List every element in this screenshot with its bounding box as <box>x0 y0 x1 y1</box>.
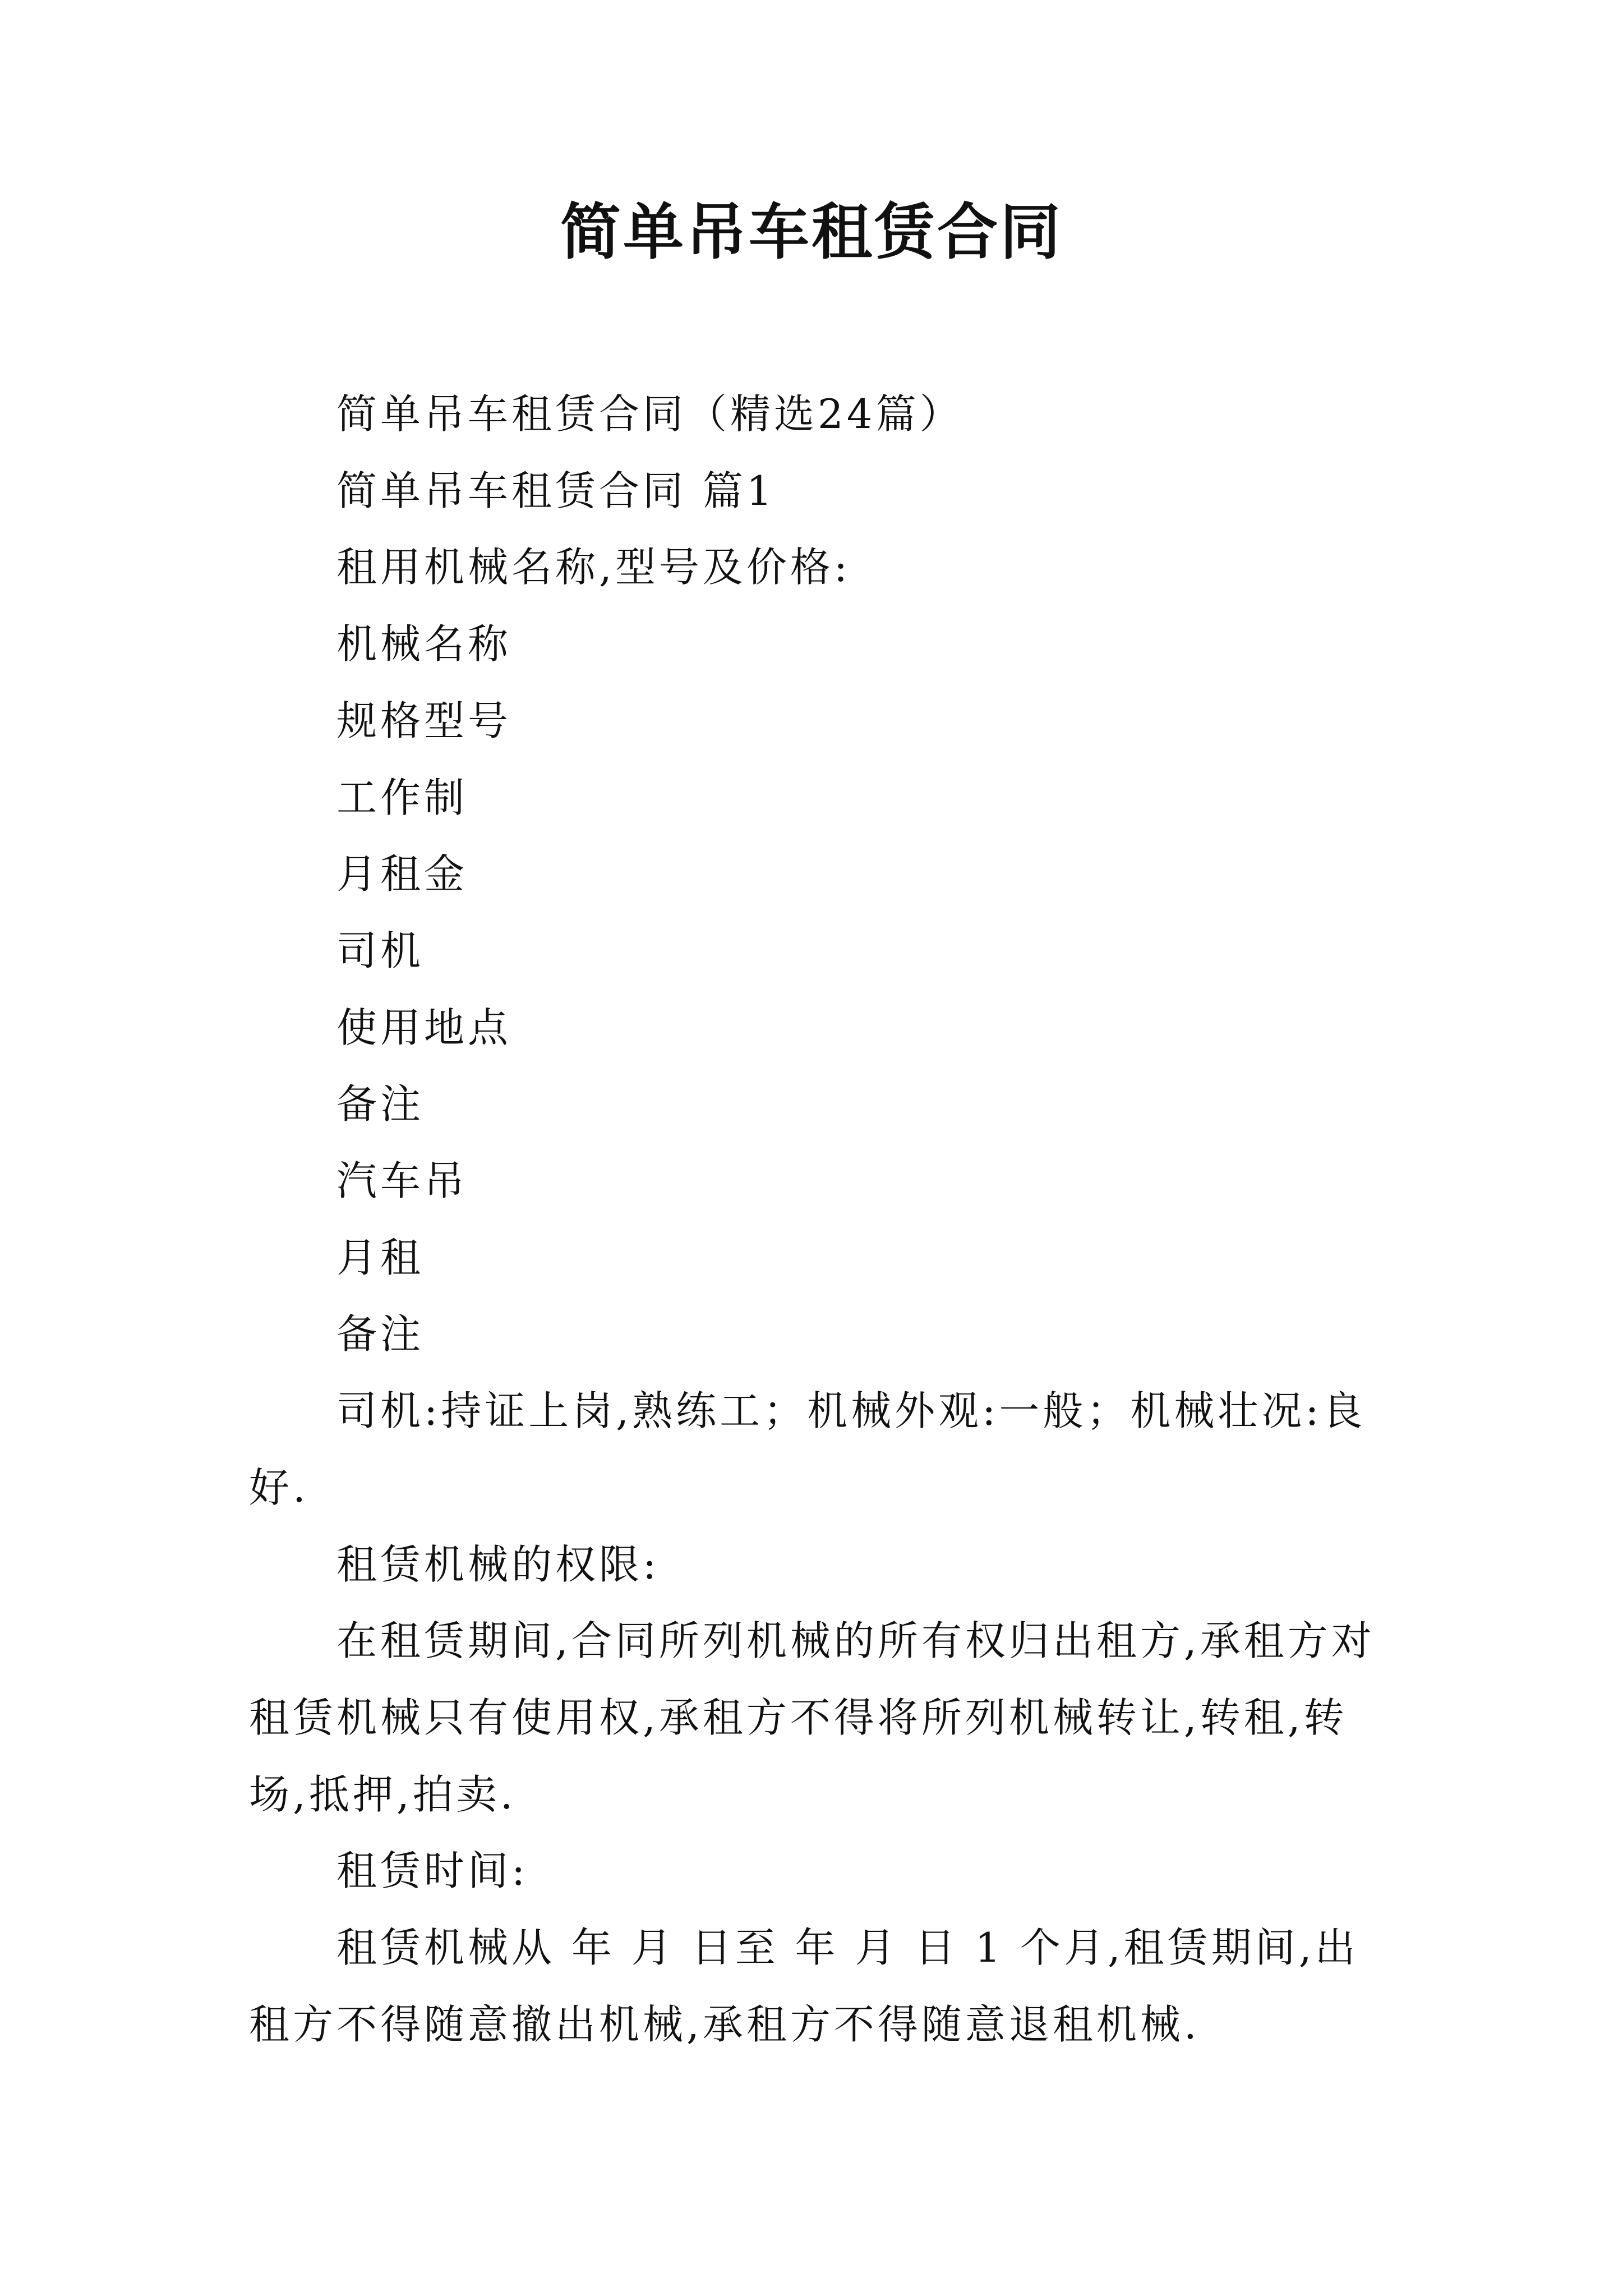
paragraph-driver: 司机 <box>336 927 425 974</box>
paragraph-remarks-2: 备注 <box>336 1310 425 1358</box>
paragraph-monthly-rent: 月租金 <box>336 850 468 898</box>
paragraph-monthly: 月租 <box>336 1234 425 1281</box>
paragraph-machinery-intro: 租用机械名称,型号及价格: <box>336 544 851 591</box>
document-title: 简单吊车租赁合同 <box>560 197 1063 268</box>
paragraph-term-heading: 租赁时间: <box>336 1847 529 1895</box>
paragraph-section-heading: 简单吊车租赁合同 篇1 <box>336 467 776 514</box>
paragraph-truck-crane: 汽车吊 <box>336 1157 468 1205</box>
paragraph-rights-body: 在租赁期间,合同所列机械的所有权归出租方,承租方对租赁机械只有使用权,承租方不得将所列机械转让,转租,转场,抵押,拍卖. <box>249 1617 1375 1818</box>
document-body <box>249 376 1387 2063</box>
paragraph-machine-name: 机械名称 <box>336 620 512 668</box>
paragraph-location: 使用地点 <box>336 1004 512 1051</box>
paragraph-remarks: 备注 <box>336 1080 425 1128</box>
paragraph-collection-title: 简单吊车租赁合同（精选24篇） <box>336 390 963 438</box>
paragraph-work-schedule: 工作制 <box>336 774 468 821</box>
paragraph-term-body: 租赁机械从 年 月 日至 年 月 日 1 个月,租赁期间,出租方不得随意撤出机械,承租方不得随意退租机械. <box>249 1924 1359 2048</box>
paragraph-rights-heading: 租赁机械的权限: <box>336 1540 660 1588</box>
paragraph-driver-condition: 司机:持证上岗,熟练工；机械外观:一般；机械壮况:良好. <box>249 1387 1366 1511</box>
paragraph-model: 规格型号 <box>336 697 512 744</box>
